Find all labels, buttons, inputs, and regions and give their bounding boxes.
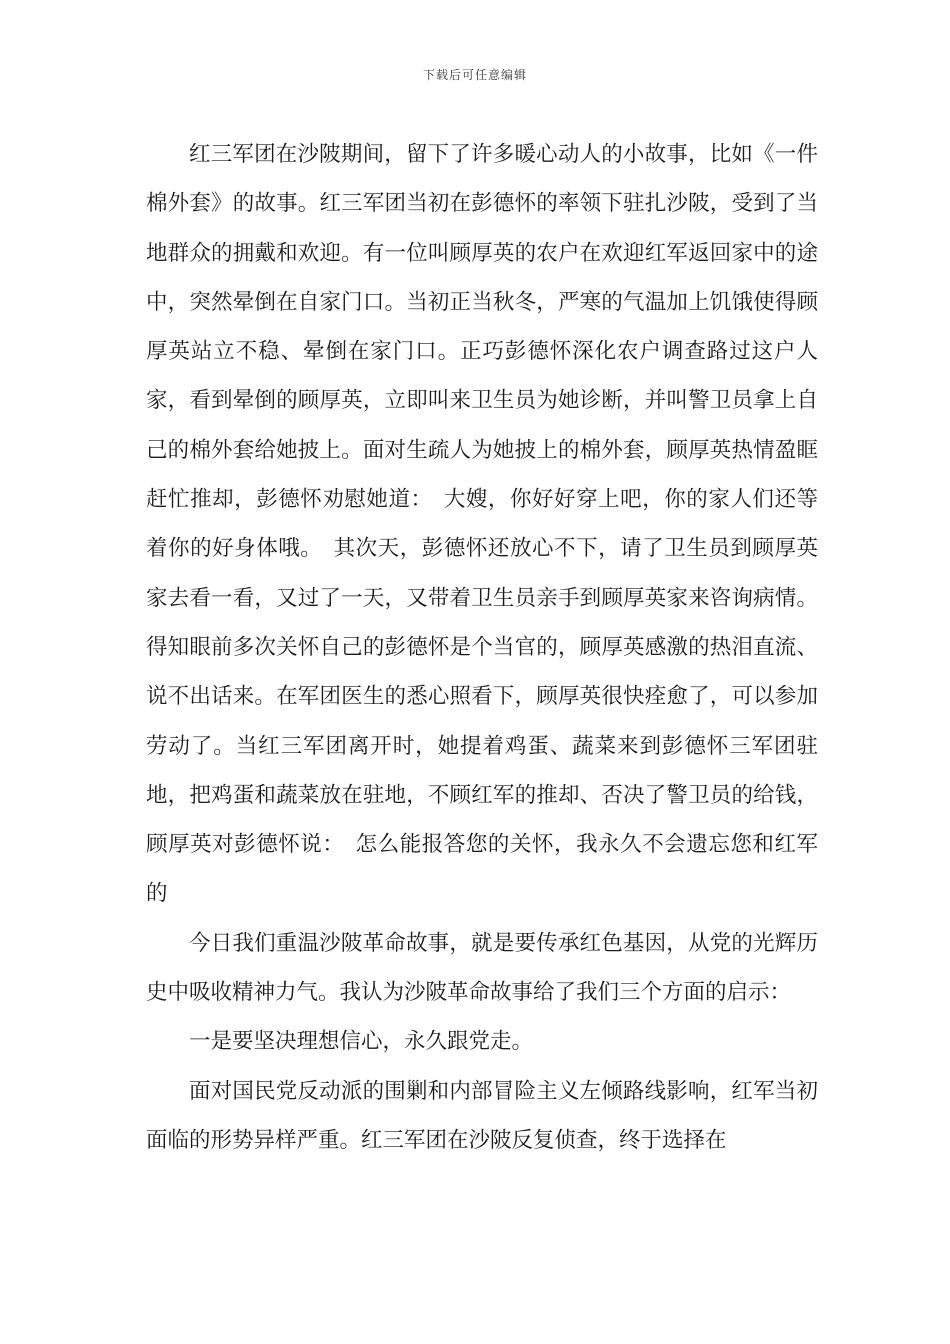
document-body [146,130,818,1165]
page-header-note: 下载后可任意编辑 [422,68,527,82]
paragraph-situation: 面对国民党反动派的围剿和内部冒险主义左倾路线影响，红军当初面临的形势异样严重。红三军团在沙陂反复侦查，终于选择在 [146,1078,818,1153]
paragraph-story: 红三军团在沙陂期间，留下了许多暖心动人的小故事，比如《一件棉外套》的故事。红三军团当初在彭德怀的率领下驻扎沙陂，受到了当地群众的拥戴和欢迎。有一位叫顾厚英的农户在欢迎红军返回家中的途中，突然晕倒在自家门口。当初正当秋冬，严寒的气温加上饥饿使得顾厚英站立不稳、晕倒在家门口。正巧彭德怀深化农户调查路过这户人家，看到晕倒的顾厚英，立即叫来卫生员为她诊断，并叫警卫员拿上自己的棉外套给她披上。面对生疏人为她披上的棉外套，顾厚英热情盈眶赶忙推却，彭德怀劝慰她道： 大嫂，你好好穿上吧，你的家人们还等着你的好身体哦。 其次天，彭德怀还放心不下，请了卫生员到顾厚英家去看一看，又过了一天，又带着卫生员亲手到顾厚英家来咨询病情。得知眼前多次关怀自己的彭德怀是个当官的，顾厚英感激的热泪直流、说不出话来。在军团医生的悉心照看下，顾厚英很快痊愈了，可以参加劳动了。当红三军团离开时，她提着鸡蛋、蔬菜来到彭德怀三军团驻地，把鸡蛋和蔬菜放在驻地，不顾红军的推却、否决了警卫员的给钱，顾厚英对彭德怀说： 怎么能报答您的关怀，我永久不会遗忘您和红军的 [146,142,818,907]
paragraph-point-one: 一是要坚决理想信心，永久跟党走。 [189,1029,534,1055]
paragraph-revisit: 今日我们重温沙陂革命故事，就是要传承红色基因，从党的光辉历史中吸收精神力气。我认为沙陂革命故事给了我们三个方面的启示： [146,930,818,1006]
